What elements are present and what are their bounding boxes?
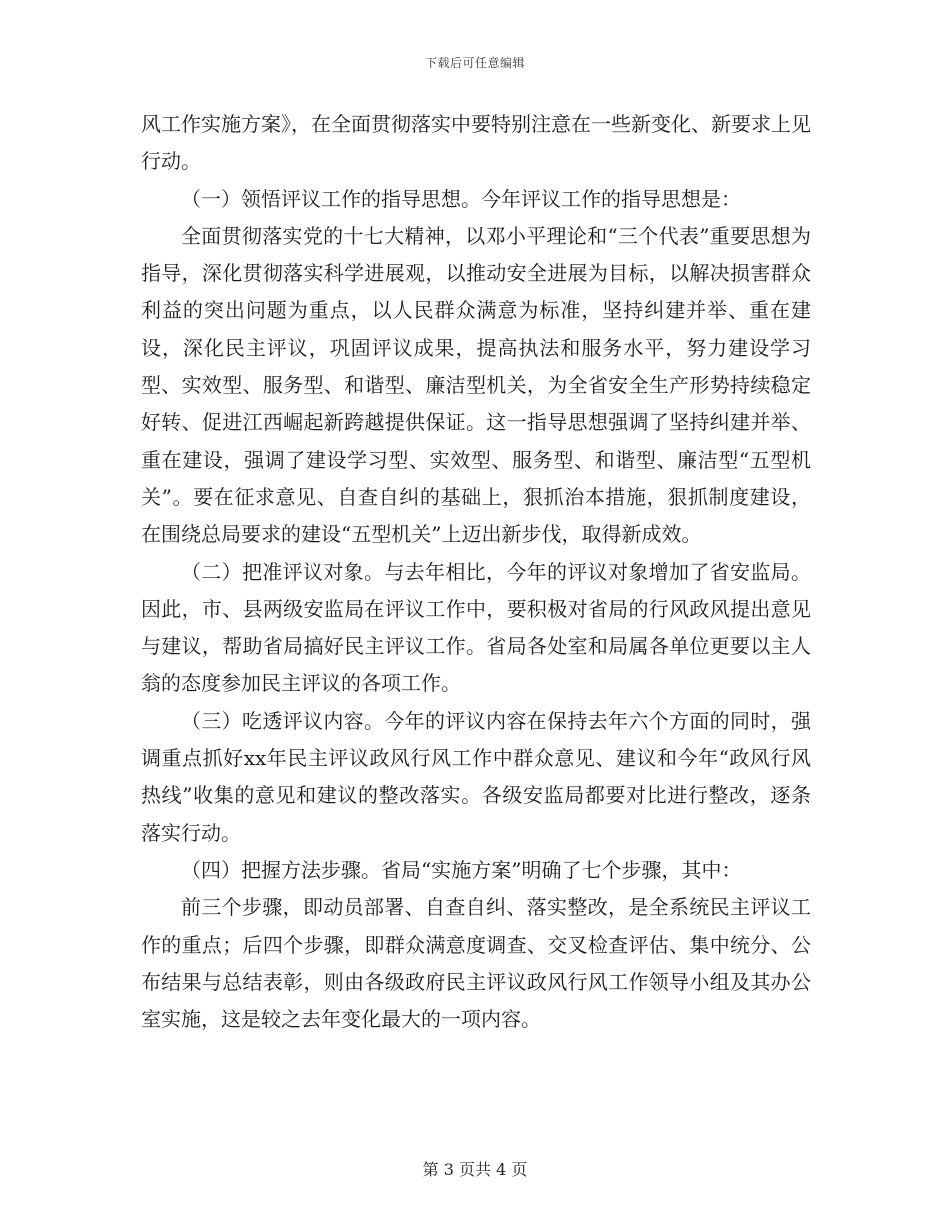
document-body: [141, 106, 811, 1038]
paragraph-continuation: 风工作实施方案》，在全面贯彻落实中要特别注意在一些新变化、新要求上见行动。: [141, 112, 811, 174]
paragraph-steps: 前三个步骤，即动员部署、自查自纠、落实整改，是全系统民主评议工作的重点；后四个步骤，即群众满意度调查、交叉检查评估、集中统分、公布结果与总结表彰，则由各级政府民主评议政风行风工作领导小组及其办公室实施，这是较之去年变化最大的一项内容。: [141, 895, 811, 1032]
page-footer: 第 3 页共 4 页: [422, 1160, 528, 1179]
paragraph-guiding-ideology: 全面贯彻落实党的十七大精神，以邓小平理论和“三个代表”重要思想为指导，深化贯彻落实科学进展观，以推动安全进展为目标，以解决损害群众利益的突出问题为重点，以人民群众满意为标准，坚持纠建并举、重在建设，深化民主评议，巩固评议成果，提高执法和服务水平，努力建设学习型、实效型、服务型、和谐型、廉洁型机关，为全省安全生产形势持续稳定好转、促进江西崛起新跨越提供保证。这一指导思想强调了坚持纠建并举、重在建设，强调了建设学习型、实效型、服务型、和谐型、廉洁型“五型机关”。要在征求意见、自查自纠的基础上，狠抓治本措施，狠抓制度建设，在围绕总局要求的建设“五型机关”上迈出新步伐，取得新成效。: [141, 223, 811, 547]
paragraph-section-4-heading: （四）把握方法步骤。省局“实施方案”明确了七个步骤，其中：: [181, 857, 742, 882]
page-header: 下载后可任意编辑: [424, 56, 525, 70]
paragraph-section-2: （二）把准评议对象。与去年相比，今年的评议对象增加了省安监局。因此，市、县两级安监局在评议工作中，要积极对省局的行风政风提出意见与建议，帮助省局搞好民主评议工作。省局各处室和局属各单位更要以主人翁的态度参加民主评议的各项工作。: [141, 559, 811, 696]
paragraph-section-3: （三）吃透评议内容。今年的评议内容在保持去年六个方面的同时，强调重点抓好xx年民主评议政风行风工作中群众意见、建议和今年“政风行风热线”收集的意见和建议的整改落实。各级安监局都要对比进行整改，逐条落实行动。: [141, 708, 811, 845]
paragraph-section-1-heading: （一）领悟评议工作的指导思想。今年评议工作的指导思想是：: [181, 186, 741, 211]
